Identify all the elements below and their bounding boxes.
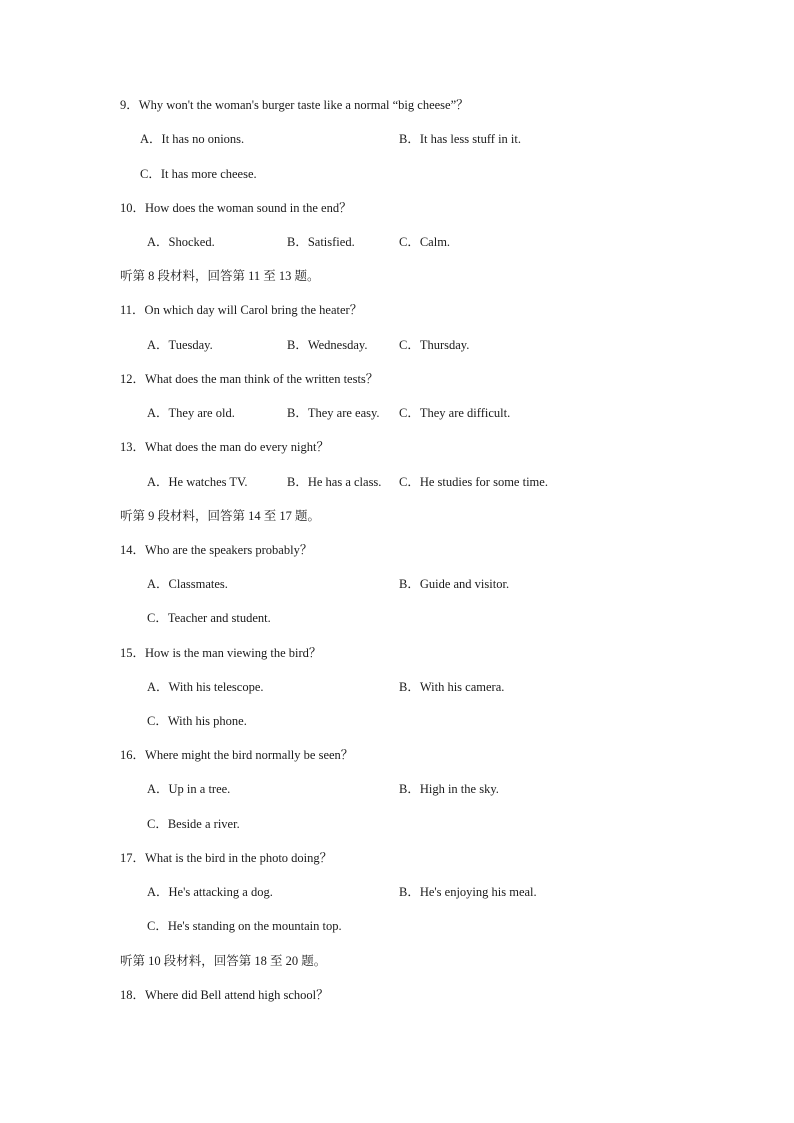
question-number: 15． [120,646,146,660]
question-text: On which day will Carol bring the heater？ [144,303,363,317]
option-14b: B．Guide and visitor. [399,577,510,591]
question-number: 9． [120,98,139,112]
option-11b: B．Wednesday. [287,338,368,352]
option-10b: B．Satisfied. [287,235,355,249]
option-13c: C．He studies for some time. [399,475,548,489]
option-10a: A．Shocked. [147,235,215,249]
option-12c: C．They are difficult. [399,406,511,420]
question-14 [120,542,312,558]
option-13b: B．He has a class. [287,475,382,489]
question-number: 17． [120,851,146,865]
option-11a: A．Tuesday. [147,338,213,352]
section-header-8: 听第 8 段材料，回答第 11 至 13 题。 [120,269,320,283]
option-17b: B．He's enjoying his meal. [399,885,537,899]
option-16b: B．High in the sky. [399,782,499,796]
question-number: 10． [120,201,146,215]
section-header-10: 听第 10 段材料，回答第 18 至 20 题。 [120,954,327,968]
question-text: Where might the bird normally be seen？ [145,748,354,762]
question-9 [120,97,469,113]
question-text: What is the bird in the photo doing？ [145,851,333,865]
question-10 [120,200,352,216]
question-11 [120,302,362,318]
question-15 [120,645,321,661]
option-14a: A．Classmates. [147,577,228,591]
option-9c: C．It has more cheese. [140,167,257,181]
question-text: Why won't the woman's burger taste like a normal “big cheese”？ [138,98,469,112]
option-14c: C．Teacher and student. [147,611,271,625]
option-13a: A．He watches TV. [147,475,248,489]
option-17c: C．He's standing on the mountain top. [147,919,342,933]
option-17a: A．He's attacking a dog. [147,885,273,899]
option-12b: B．They are easy. [287,406,380,420]
question-number: 13． [120,440,146,454]
question-number: 11． [120,303,145,317]
question-number: 12． [120,372,146,386]
question-text: What does the man do every night？ [145,440,329,454]
option-15c: C．With his phone. [147,714,247,728]
option-10c: C．Calm. [399,235,451,249]
section-header-9: 听第 9 段材料，回答第 14 至 17 题。 [120,509,321,523]
question-text: What does the man think of the written tests？ [145,372,379,386]
option-9b: B．It has less stuff in it. [399,132,521,146]
option-16a: A．Up in a tree. [147,782,231,796]
option-15a: A．With his telescope. [147,680,264,694]
option-15b: B．With his camera. [399,680,505,694]
question-number: 14． [120,543,146,557]
option-9a: A．It has no onions. [140,132,245,146]
question-number: 16． [120,748,146,762]
option-12a: A．They are old. [147,406,235,420]
question-number: 18． [120,988,146,1002]
question-13 [120,439,329,455]
question-text: Where did Bell attend high school？ [145,988,329,1002]
option-16c: C．Beside a river. [147,817,240,831]
question-text: How does the woman sound in the end？ [145,201,352,215]
question-text: How is the man viewing the bird？ [145,646,322,660]
question-18 [120,987,329,1003]
question-17 [120,850,332,866]
question-16 [120,747,353,763]
option-11c: C．Thursday. [399,338,470,352]
question-text: Who are the speakers probably？ [145,543,313,557]
question-12 [120,371,378,387]
